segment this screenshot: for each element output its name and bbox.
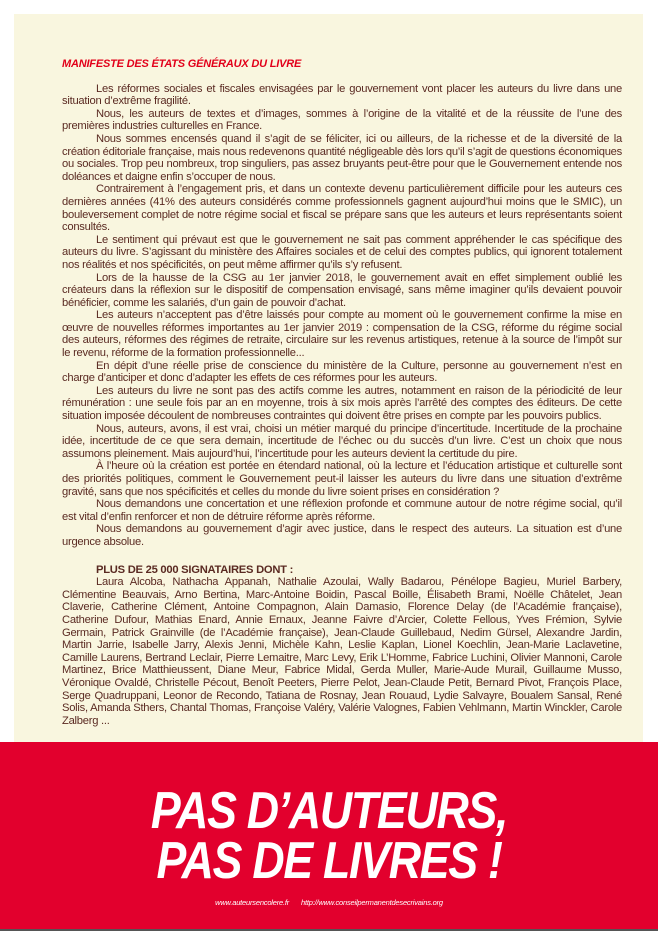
link-auteursencolere[interactable]: www.auteursencolere.fr (215, 898, 290, 907)
paragraph: Le sentiment qui prévaut est que le gouvernement ne sait pas comment appréhender le cas spécifique des auteurs du livre. S’agissant du ministère des Affaires sociales et de celui des comptes publics, qui ignorent totalement nos réalités et nos spécificités, on peut même affirmer qu’ils s’y refusent. (62, 233, 622, 271)
slogan-line-2: PAS DE LIVRES ! (156, 832, 502, 890)
paragraph: Les auteurs du livre ne sont pas des actifs comme les autres, notamment en raison de la périodicité de leur rémunération : une seule fois par an en moyenne, trois à six mois après l’arrêté des comptes des éditeurs. De cette situation imposée découlent de nombreuses contraintes qui doivent être prises en compte par les pouvoirs publics. (62, 384, 622, 423)
slogan-line-1: PAS D’AUTEURS, (150, 782, 508, 840)
slogan (46, 782, 612, 890)
signatories-list: Laura Alcoba, Nathacha Appanah, Nathalie Azoulai, Wally Badarou, Pénélope Bagieu, Muriel Barbery, Clémentine Beauvais, Arno Bertina, Marc-Antoine Boidin, Pascal Boille, Élisabeth Brami, Noëlle Châtelet, Jean Claverie, Catherine Clément, Antoine Compagnon, Alain Damasio, Florence Delay (de l’Académie française), Catherine Dufour, Mathias Enard, Annie Ernaux, Jeanne Faivre d’Arcier, Colette Fellous, Yves Frémion, Sylvie Germain, Patrick Grainville (de l’Académie française), Jean-Claude Guillebaud, Nedim Gürsel, Alexandre Jardin, Martin Jarrie, Isabelle Jarry, Alexis Jenni, Michèle Kahn, Leslie Kaplan, Lionel Koechlin, Jean-Marie Laclavetine, Camille Laurens, Bertrand Leclair, Pierre Lemaitre, Marc Levy, Erik L’Homme, Fabrice Luchini, Olivier Mannoni, Carole Martinez, Brice Matthieussent, Diane Meur, Fabrice Midal, Gerda Muller, Marie-Aude Murail, Guillaume Musso, Véronique Ovaldé, Christelle Pécout, Benoît Peeters, Pierre Pelot, Jean-Claude Petit, Bernard Pivot, François Place, Serge Quadruppani, Leonor de Recondo, Tatiana de Rosnay, Jean Rouaud, Lydie Salvayre, Boualem Sansal, René Solis, Amanda Sthers, Chantal Thomas, Françoise Valéry, Valérie Valognes, Fabien Vehlmann, Martin Winckler, Carole Zalberg ... (62, 576, 622, 727)
link-conseil-permanent-des-ecrivains[interactable]: http://www.conseilpermanentdesecrivains.org (300, 898, 443, 907)
manifesto-title: MANIFESTE DES ÉTATS GÉNÉRAUX DU LIVRE (62, 58, 302, 70)
manifesto-panel (14, 14, 643, 742)
footer-links (0, 898, 658, 907)
slogan-banner (0, 742, 658, 931)
paragraph: À l’heure où la création est portée en étendard national, où la lecture et l’éducation artistique et culturelle sont des priorités politiques, comment le Gouvernement peut-il laisser les auteurs du livre dans une situation d’extrême gravité, sans que nos spécificités et celles du monde du livre soient prises en considération ? (62, 460, 622, 498)
paragraph: Nous demandons une concertation et une réflexion profonde et commune autour de notre régime social, qu’il est vital d’enfin renforcer et non de détruire réforme après réforme. (62, 498, 622, 523)
paragraph: Les réformes sociales et fiscales envisagées par le gouvernement vont placer les auteurs du livre dans une situation d’extrême fragilité. (62, 82, 622, 108)
paragraph: Contrairement à l’engagement pris, et dans un contexte devenu particulièrement difficile pour les auteurs ces dernières années (41% des auteurs considérés comme professionnels gagnent aujourd’hui moins que le SMIC), un bouleversement complet de notre régime social et fiscal se prépare sans que les auteurs et leurs représentants soient consultés. (62, 183, 622, 234)
paragraph: Nous demandons au gouvernement d’agir avec justice, dans le respect des auteurs. La situation est d’une urgence absolue. (62, 523, 622, 548)
paragraph: En dépit d’une réelle prise de conscience du ministère de la Culture, personne au gouvernement n’est en charge d’anticiper et donc d’adapter les effets de ces réformes pour les auteurs. (62, 359, 622, 385)
manifesto-content (62, 58, 622, 727)
signatories-heading: PLUS DE 25 000 SIGNATAIRES DONT : (96, 563, 294, 576)
paragraph: Les auteurs n’acceptent pas d’être laissés pour compte au moment où le gouvernement confirme la mise en œuvre de nouvelles réformes importantes au 1er janvier 2019 : compensation de la CSG, réforme du régime social des auteurs, réformes des régimes de retraite, circulaire sur les revenus artistiques, retenue à la source de l’impôt sur le revenu, réforme de la formation professionnelle... (62, 309, 622, 360)
paragraph: Lors de la hausse de la CSG au 1er janvier 2018, le gouvernement avait en effet simplement oublié les créateurs dans la réflexion sur le dispositif de compensation envisagé, sans même imaginer qu’ils devaient pouvoir bénéficier, comme les salariés, d’un gain de pouvoir d’achat. (62, 271, 622, 309)
paragraph: Nous, auteurs, avons, il est vrai, choisi un métier marqué du principe d’incertitude. Incertitude de la prochaine idée, incertitude de ce que sera demain, incertitude de l’échec ou du succès d’un livre. C’est un choix que nous assumons pleinement. Mais aujourd’hui, l’incertitude pour les auteurs devient la certitude du pire. (62, 422, 622, 460)
paragraph: Nous sommes encensés quand il s’agit de se féliciter, ici ou ailleurs, de la richesse et de la diversité de la création éditoriale française, mais nous redevenons quantité négligeable dès lors qu’il s’agit de questions économiques ou sociales. Trop peu nombreux, trop singuliers, pas assez bruyants peut-être pour que le Gouvernement entende nos doléances et daigne enfin s’occuper de nous. (62, 132, 622, 183)
paragraph: Nous, les auteurs de textes et d’images, sommes à l’origine de la vitalité et de la réussite de l’une des premières industries culturelles en France. (62, 107, 622, 133)
